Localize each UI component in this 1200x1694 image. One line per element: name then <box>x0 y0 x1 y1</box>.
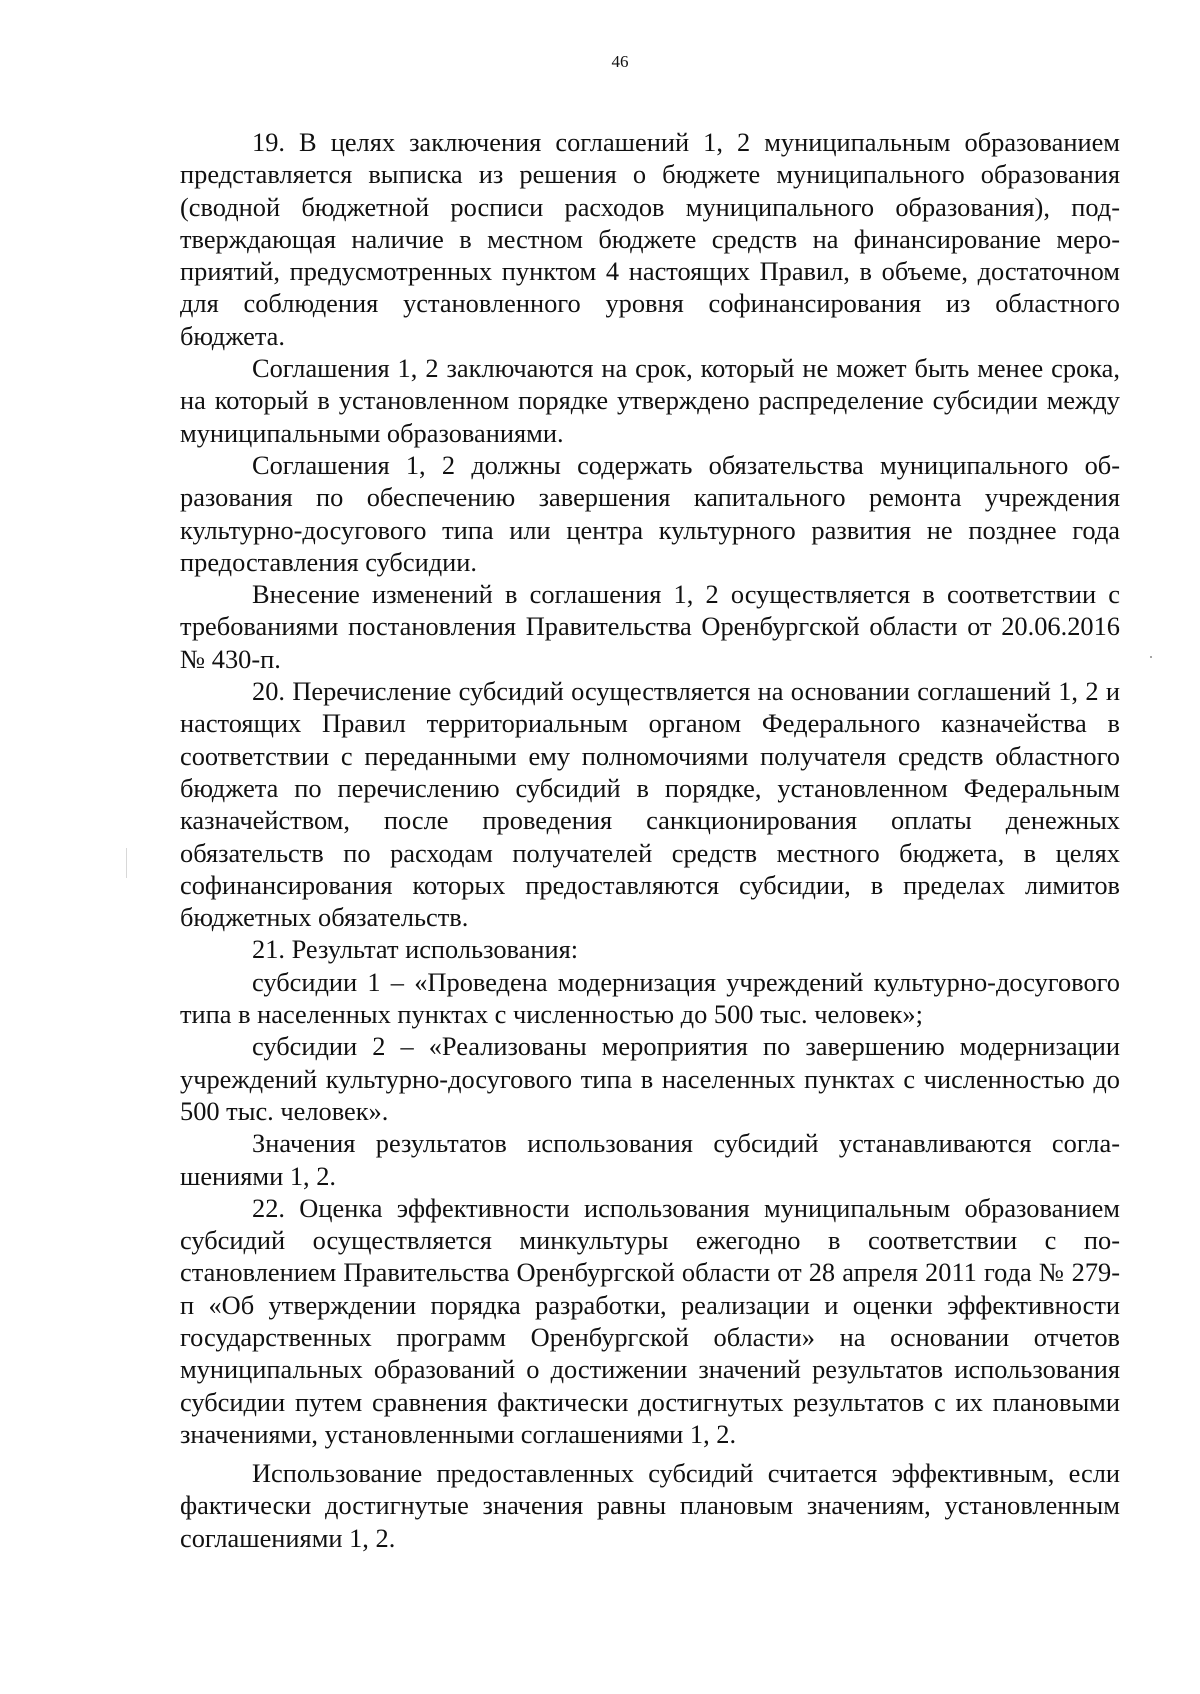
paragraph-efficiency-criterion: Использование предоставленных субсидий считается эффективным, если фактически достигнутые значения равны плановым значениям, установленным соглашениями 1, 2. <box>180 1458 1120 1553</box>
paragraph-agreement-obligations: Соглашения 1, 2 должны содержать обязательства муниципального образования по обеспечению завершения капитального ремонта учреждения культурно-досугового типа или центра культурного развития не позднее года предоставления субсидии. <box>180 449 1120 577</box>
paragraph-subsidy-1-result: субсидии 1 – «Проведена модернизация учреждений культурно-досугового типа в населенных пунктах с численностью до 500 тыс. человек»; <box>180 966 1120 1030</box>
paragraph-agreement-changes: Внесение изменений в соглашения 1, 2 осуществляется в соответствии с требованиями постановления Правительства Оренбургской области от 20.06.2016 № 430-п. <box>180 579 1120 674</box>
paragraph-19: 19. В целях заключения соглашений 1, 2 муниципальным образованием представляется выписка из решения о бюджете муниципального образования (сводной бюджетной росписи расходов муниципального образования), подтверждающая наличие в местном бюджете средств на финансирование мероприятий, предусмотренных пунктом 4 настоящих Правил, в объеме, достаточном для соблюдения установленного уровня софинансирования из областного бюджета. <box>180 127 1120 351</box>
paragraph-result-values: Значения результатов использования субсидий устанавливаются соглашениями 1, 2. <box>180 1128 1120 1191</box>
paragraph-20: 20. Перечисление субсидий осуществляется на основании соглашений 1, 2 и настоящих Правил территориальным органом Федерального казначейства в соответствии с переданными ему полномочиями получателя средств областного бюджета по перечислению субсидий в порядке, установленном Федеральным казначейством, после проведения санкционирования оплаты денежных обязательств по расходам получателей средств местного бюджета, в целях софинансирования которых предоставляются субсидии, в пределах лимитов бюджетных обязательств. <box>180 676 1120 933</box>
document-body <box>180 126 1120 1554</box>
scan-mark <box>126 848 127 878</box>
paragraph-21: 21. Результат использования: <box>252 934 579 965</box>
scan-speck <box>1150 656 1152 658</box>
paragraph-subsidy-2-result: субсидии 2 – «Реализованы мероприятия по завершению модернизации учреждений культурно-досугового типа в населенных пунктах с численностью до 500 тыс. человек». <box>180 1031 1120 1126</box>
paragraph-agreement-term: Соглашения 1, 2 заключаются на срок, который не может быть менее срока, на который в установленном порядке утверждено распределение субсидии между муниципальными образованиями. <box>180 353 1120 448</box>
paragraph-22: 22. Оценка эффективности использования муниципальным образованием субсидий осуществляется минкультуры ежегодно в соответствии с постановлением Правительства Оренбургской области от 28 апреля 2011 года № 279-п «Об утверждении порядка разработки, реализации и оценки эффективности государственных программ Оренбургской области» на основании отчетов муниципальных образований о достижении значений результатов использования субсидии путем сравнения фактически достигнутых результатов с их плановыми значениями, установленными соглашениями 1, 2. <box>180 1192 1120 1449</box>
page-number: 46 <box>611 52 629 71</box>
